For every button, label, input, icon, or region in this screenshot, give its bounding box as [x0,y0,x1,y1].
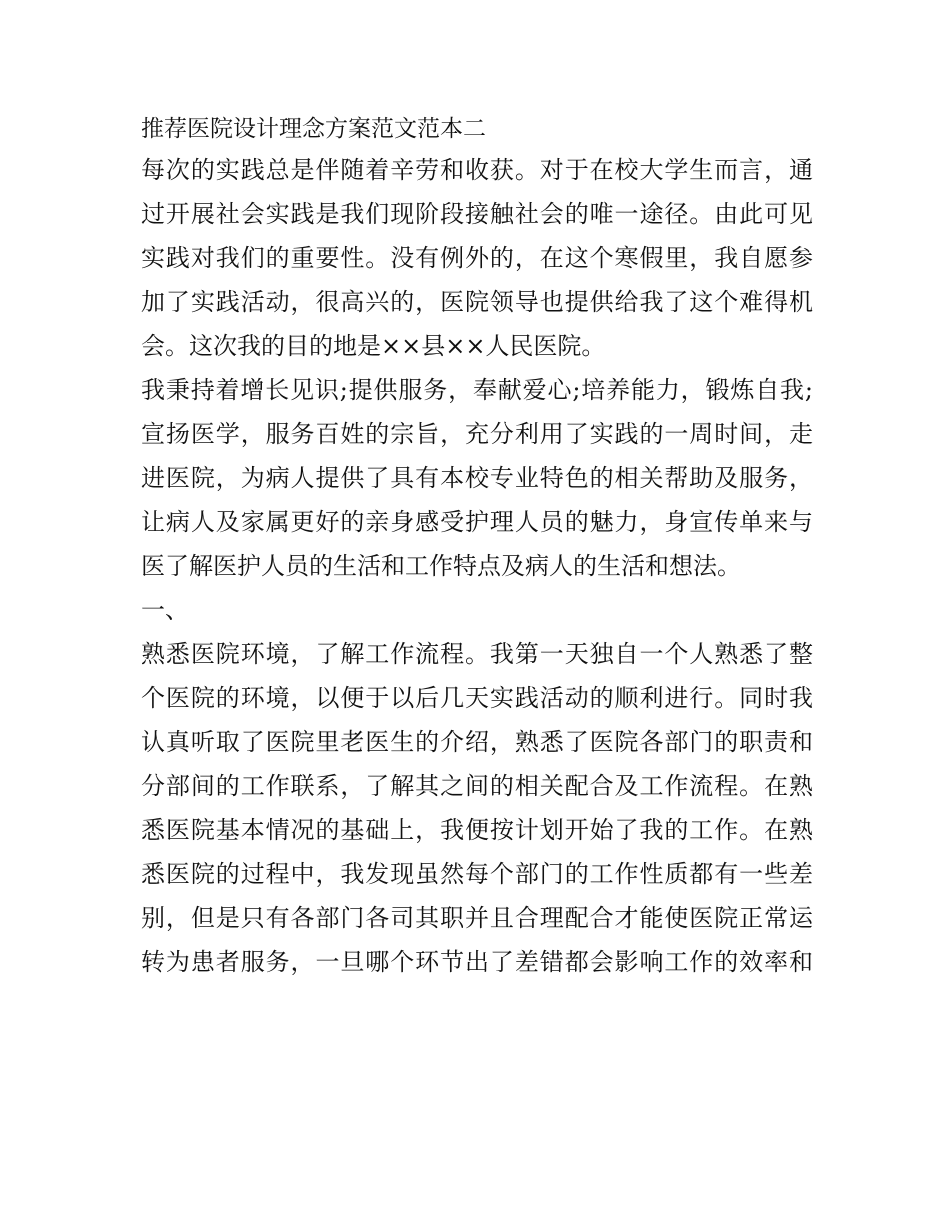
document-title: 推荐医院设计理念方案范文范本二 [141,116,486,142]
text-line: 认真听取了医院里老医生的介绍，熟悉了医院各部门的职责和 [141,728,813,756]
document-body [141,110,813,984]
text-line: 我秉持着增长见识;提供服务，奉献爱心;培养能力，锻炼自我; [141,376,813,404]
paragraph-purpose [141,368,813,588]
paragraph-environment [141,632,813,984]
text-line: 悉医院的过程中，我发现虽然每个部门的工作性质都有一些差 [141,860,813,888]
text-line: 别，但是只有各部门各司其职并且合理配合才能使医院正常运 [141,904,813,932]
text-line: 过开展社会实践是我们现阶段接触社会的唯一途径。由此可见 [141,200,813,228]
text-line: 宣扬医学，服务百姓的宗旨，充分利用了实践的一周时间，走 [141,420,813,448]
text-line: 悉医院基本情况的基础上，我便按计划开始了我的工作。在熟 [141,816,813,844]
text-line: 转为患者服务，一旦哪个环节出了差错都会影响工作的效率和 [141,948,813,976]
text-line: 进医院，为病人提供了具有本校专业特色的相关帮助及服务， [141,464,813,492]
text-line: 会。这次我的目的地是××县××人民医院。 [141,332,606,360]
text-line: 每次的实践总是伴随着辛劳和收获。对于在校大学生而言，通 [141,156,813,184]
text-line: 加了实践活动，很高兴的，医院领导也提供给我了这个难得机 [141,288,813,316]
section-number: 一、 [141,596,189,624]
text-line: 让病人及家属更好的亲身感受护理人员的魅力，身宣传单来与 [141,508,813,536]
text-line: 分部间的工作联系，了解其之间的相关配合及工作流程。在熟 [141,772,813,800]
text-line: 个医院的环境，以便于以后几天实践活动的顺利进行。同时我 [141,684,813,712]
text-line: 医了解医护人员的生活和工作特点及病人的生活和想法。 [141,552,741,580]
section-heading-one [141,588,813,632]
text-line: 实践对我们的重要性。没有例外的，在这个寒假里，我自愿参 [141,244,813,272]
text-line: 熟悉医院环境，了解工作流程。我第一天独自一个人熟悉了整 [141,640,813,668]
paragraph-intro [141,148,813,368]
